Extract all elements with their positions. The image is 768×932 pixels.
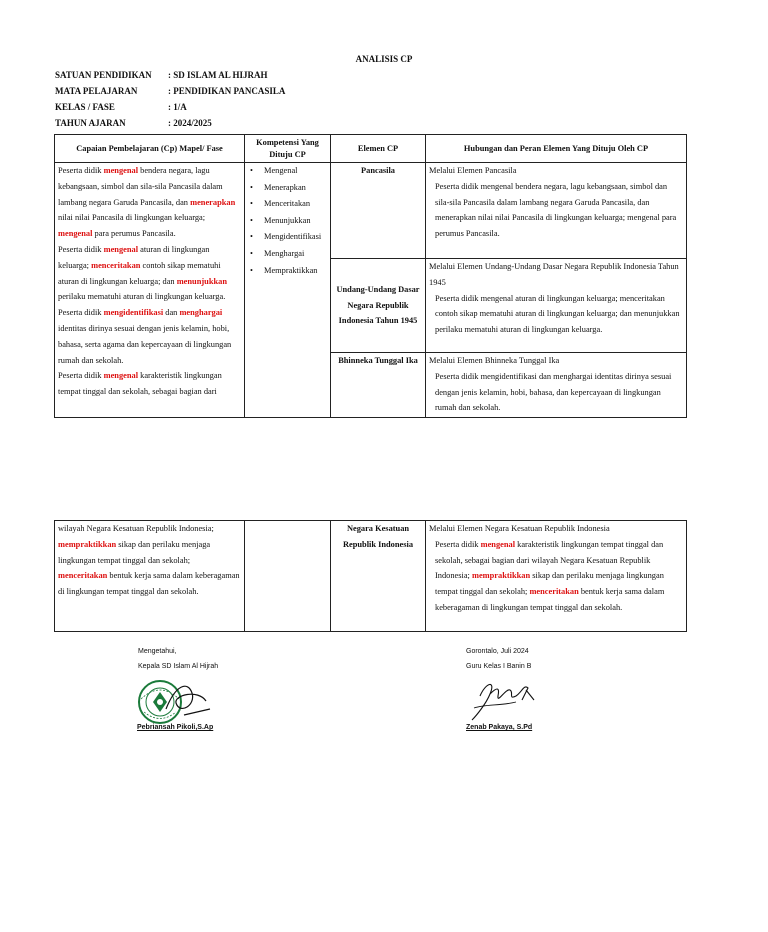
keyword: mempraktikkan [471,571,531,581]
elemen-bhinneka: Bhinneka Tunggal Ika [331,353,426,418]
sig-right-line1: Gorontalo, Juli 2024 [466,648,529,655]
keyword: mempraktikkan [58,539,117,549]
keyword: mengidentifikasi [103,308,164,318]
header-elemen: Elemen CP [331,135,426,163]
kompetensi-list [248,163,327,279]
kompetensi-item: • Mempraktikkan [262,263,327,280]
keyword: menceritakan [91,260,141,270]
kompetensi-item: • Mengidentifikasi [262,229,327,246]
sig-left-line1: Mengetahui, [138,648,177,655]
kompetensi-cell-continued [245,521,331,632]
elemen-pancasila: Pancasila [331,163,426,259]
elemen-uud-1945: Undang-Undang Dasar Negara Republik Indonesia Tahun 1945 [331,259,426,353]
keyword: mengenal [103,166,139,175]
sig-right-name: Zenab Pakaya, S.Pd [466,724,533,731]
document-title: ANALISIS CP [355,54,413,64]
keyword: mengenal [103,371,139,381]
kompetensi-item: • Menunjukkan [262,213,327,230]
cp-analysis-table [54,134,687,418]
keyword: menerapkan [190,197,236,207]
hubungan-pancasila: Melalui Elemen Pancasila Peserta didik mengenal bendera negara, lagu kebangsaan, simbol dan sila-sila Pancasila dalam lambang negara Garuda Pancasila, dan menerapkan nilai nilai Pancasila di lingkungan keluarga; mengenal para perumus Pancasila. [426,163,687,259]
handwritten-signature-icon [466,674,546,724]
sig-left-name: Pebriansah Pikoli,S.Ap [137,724,214,731]
cp-text-cell: Peserta didik mengenal bendera negara, lagu kebangsaan, simbol dan sila-sila Pancasila dalam lambang negara Garuda Pancasila, dan menerapkan nilai nilai Pancasila di lingkungan keluarga; mengenal para perumus Pancasila. Peserta didik mengenal aturan di lingkungan keluarga; menceritakan contoh sikap mematuhi aturan di lingkungan keluarga; dan menunjukkan perilaku mematuhi aturan di lingkungan keluarga. Peserta didik mengidentifikasi dan menghargai identitas dirinya sesuai dengan jenis kelamin, hobi, bahasa, serta agama dan kepercayaan di lingkungan rumah dan sekolah. Peserta didik mengenal karakteristik lingkungan tempat tinggal dan sekolah, sebagai bagian dari [55,163,245,418]
hubungan-uud-1945: Melalui Elemen Undang-Undang Dasar Negara Republik Indonesia Tahun 1945 Peserta didik mengenal aturan di lingkungan keluarga; menceritakan contoh sikap mematuhi aturan di lingkungan keluarga; dan menunjukkan perilaku mematuhi aturan di lingkungan keluarga. [426,259,687,353]
cp-text-cell-continued: wilayah Negara Kesatuan Republik Indonesia; mempraktikkan sikap dan perilaku menjaga lingkungan tempat tinggal dan sekolah; menceritakan bentuk kerja sama dalam keberagaman di lingkungan tempat tinggal dan sekolah. [55,521,245,632]
school-stamp-icon [136,679,216,729]
kompetensi-item: • Menceritakan [262,196,327,213]
keyword: mengenal [480,539,516,549]
keyword: menunjukkan [176,276,227,286]
header-kompetensi: Kompetensi Yang Dituju CP [245,135,331,163]
keyword: mengenal [103,244,139,254]
cp-analysis-table-continued [54,520,687,632]
elemen-nkri: Negara Kesatuan Republik Indonesia [331,521,426,632]
kompetensi-cell [245,163,331,418]
header-capaian: Capaian Pembelajaran (Cp) Mapel/ Fase [55,135,245,163]
header-hubungan: Hubungan dan Peran Elemen Yang Dituju Oleh CP [426,135,687,163]
keyword: menceritakan [529,587,579,597]
sig-right-line2: Guru Kelas I Banin B [466,663,532,670]
keyword: menceritakan [58,571,108,581]
hubungan-bhinneka: Melalui Elemen Bhinneka Tunggal Ika Peserta didik mengidentifikasi dan menghargai identitas dirinya sesuai dengan jenis kelamin, hobi, bahasa, dan kepercayaan di lingkungan rumah dan sekolah. [426,353,687,418]
keyword: menghargai [179,308,223,318]
kompetensi-item: • Menerapkan [262,180,327,197]
keyword: mengenal [58,229,93,239]
kompetensi-item: • Mengenal [262,163,327,180]
kompetensi-item: • Menghargai [262,246,327,263]
hubungan-nkri: Melalui Elemen Negara Kesatuan Republik Indonesia Peserta didik mengenal karakteristik lingkungan tempat tinggal dan sekolah, sebagai bagian dari wilayah Negara Kesatuan Republik Indonesia; mempraktikkan sikap dan perilaku menjaga lingkungan tempat tinggal dan sekolah; menceritakan bentuk kerja sama dalam keberagaman di lingkungan tempat tinggal dan sekolah. [426,521,687,632]
sig-left-line2: Kepala SD Islam Al Hijrah [138,663,219,670]
